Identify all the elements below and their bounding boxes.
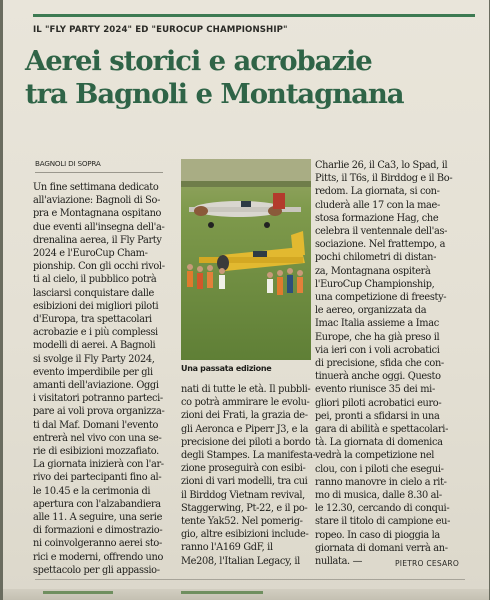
article-column-2 <box>181 383 316 568</box>
text-line: Un fine settimana dedicato <box>33 182 159 193</box>
text-line: le 12.30, cercando di conqui- <box>315 503 450 515</box>
text-line: spettacolo per gli appassio- <box>33 564 160 576</box>
airplanes-on-grass-image <box>181 159 311 360</box>
text-line: pionship. Con gli occhi rivol- <box>33 261 165 273</box>
text-line: Charlie 26, il Ca3, lo Spad, il <box>315 160 448 171</box>
text-line: celebra il ventennale dell'as- <box>315 226 448 238</box>
text-line: zione proseguirà con esibi- <box>181 463 306 475</box>
text-line: za, Montagnana ospiterà <box>315 265 431 277</box>
text-line: si svolge il Fly Party 2024, <box>33 353 155 365</box>
text-line: clou, con i piloti che esegui- <box>315 463 444 475</box>
text-line: precisione dei piloti a bordo <box>181 436 311 448</box>
text-line: zioni di vari modelli, tra cui <box>181 476 308 488</box>
text-line: ranno manovre in cielo a rit- <box>315 476 447 488</box>
article-photo <box>181 159 311 360</box>
text-line: pei, pronti a sfidarsi in una <box>315 410 440 422</box>
text-line: apertura con l'alzabandiera <box>33 498 161 510</box>
dateline: BAGNOLI DI SOPRA <box>35 159 101 168</box>
author-byline: PIETRO CESARO <box>395 559 460 568</box>
text-line: il Birddog Vietnam revival, <box>181 489 305 501</box>
text-line: tinuerà anche oggi. Questo <box>315 371 441 383</box>
text-line: modelli di aerei. A Bagnoli <box>33 340 156 352</box>
text-line: 2024 e l'EuroCup Cham- <box>33 248 148 260</box>
headline-line: tra Bagnoli e Montagnana <box>25 78 404 110</box>
text-line: rici e moderni, offrendo uno <box>33 551 164 563</box>
text-line: vedrà la competizione nel <box>315 450 435 462</box>
text-line: gio, altre esibizioni include- <box>181 529 309 541</box>
text-line: degli Stampes. La manifesta- <box>181 450 316 462</box>
article-kicker: IL "FLY PARTY 2024" ED "EUROCUP CHAMPIONSHIP" <box>33 25 288 35</box>
text-line: tà. La giornata di domenica <box>315 437 443 449</box>
top-green-rule <box>33 14 475 17</box>
text-line: Me208, l'Italian Legacy, il <box>181 555 300 567</box>
text-line: La giornata inizierà con l'ar- <box>33 459 164 471</box>
text-line: ti dal Maf. Domani l'evento <box>33 419 159 431</box>
text-line: una competizione di freesty- <box>315 292 447 304</box>
text-line: co potrà ammirare le evolu- <box>181 397 310 409</box>
text-line: rivo dei partecipanti fino al- <box>33 472 162 484</box>
text-line: stare il titolo di campione eu- <box>315 516 451 528</box>
next-article-strip <box>3 589 489 600</box>
text-line: sociazione. Nel frattempo, a <box>315 239 446 251</box>
text-line: l'EuroCup Championship, <box>315 278 435 290</box>
text-line: mo di musica, dalle 8.30 al- <box>315 490 442 502</box>
text-line: di formazioni e dimostrazio- <box>33 525 163 537</box>
text-line: lasciarsi conquistare dalle <box>33 287 154 299</box>
text-line: i visitatori potranno parteci- <box>33 393 163 405</box>
text-line: gliori piloti acrobatici euro- <box>315 397 442 409</box>
text-line: ti al cielo, il pubblico potrà <box>33 274 157 286</box>
text-line: due eventi all'insegna dell'a- <box>33 221 165 233</box>
text-line: giornata di domani verrà an- <box>315 542 448 554</box>
text-line: le aereo, organizzata da <box>315 305 427 317</box>
text-line: amanti dell'aviazione. Oggi <box>33 380 159 392</box>
bottom-rule <box>35 579 465 580</box>
text-line: pra e Montagnana ospitano <box>33 208 162 220</box>
text-line: ropeo. In caso di pioggia la <box>315 529 440 541</box>
text-line: drenalina aerea, il Fly Party <box>33 234 162 246</box>
text-line: acrobazie e i più complessi <box>33 327 158 339</box>
text-line: zioni dei Frati, la grazia de- <box>181 410 308 422</box>
article-column-1 <box>33 181 165 577</box>
text-line: via ieri con i voli acrobatici <box>315 344 440 356</box>
text-line: cluderà alle 17 con la mae- <box>315 199 440 211</box>
text-line: nullata. — <box>315 556 363 568</box>
text-line: alle 11. A seguire, una serie <box>33 512 163 524</box>
text-line: redom. La giornata, si con- <box>315 186 440 198</box>
headline-line: Aerei storici e acrobazie <box>25 45 372 77</box>
text-line: tente Yak52. Nel pomerig- <box>181 516 303 528</box>
text-line: entrerà nel vivo con una se- <box>33 432 162 444</box>
text-line: Staggerwing, Pt-22, e il po- <box>181 502 308 514</box>
text-line: stosa formazione Hag, che <box>315 212 439 224</box>
article-headline <box>25 45 477 111</box>
text-line: Pitts, il T6s, il Birddog e il Bo- <box>315 173 453 185</box>
text-line: pochi chilometri di distan- <box>315 252 437 264</box>
text-line: evento riunisce 35 dei mi- <box>315 384 435 396</box>
text-line: Europe, che ha già preso il <box>315 331 440 343</box>
dateline-rule <box>35 172 163 173</box>
text-line: gara di abilità e spettacolari- <box>315 424 449 436</box>
text-line: le 10.45 e la cerimonia di <box>33 485 151 497</box>
text-line: d'Europa, tra spettacolari <box>33 314 152 326</box>
text-line: Imac Italia assieme a Imac <box>315 318 439 330</box>
text-line: ranno l'A169 GdF, il <box>181 542 273 554</box>
article-column-3 <box>315 159 452 568</box>
photo-caption: Una passata edizione <box>181 364 272 373</box>
text-line: esibizioni dei migliori piloti <box>33 300 159 312</box>
text-line: di precisione, sfida che con- <box>315 358 444 370</box>
newspaper-page <box>3 0 489 600</box>
text-line: pare ai voli prova organizza- <box>33 406 165 418</box>
text-line: evento imperdibile per gli <box>33 366 153 378</box>
text-line: gli Aeronca e Piperr J3, e la <box>181 423 309 435</box>
text-line: all'aviazione: Bagnoli di So- <box>33 195 161 207</box>
text-line: ni coinvolgeranno aerei sto- <box>33 538 162 550</box>
text-line: rie di esibizioni mozzafiato. <box>33 446 159 458</box>
text-line: nati di tutte le età. Il pubbli- <box>181 384 311 395</box>
